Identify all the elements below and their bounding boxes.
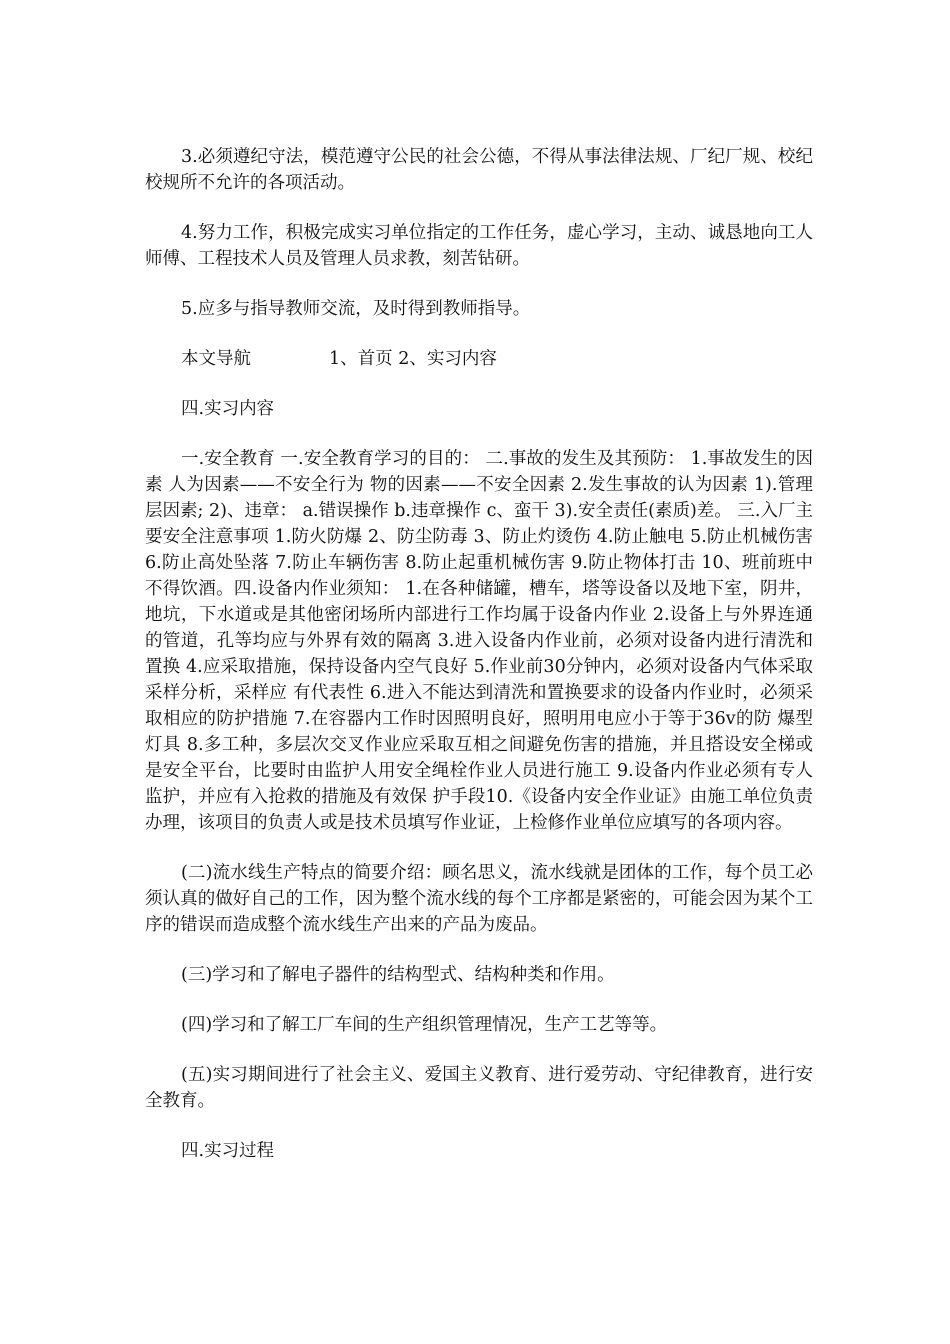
safety-education-paragraph: 一.安全教育 一.安全教育学习的目的： 二.事故的发生及其预防： 1.事故发生的因素 人为因素——不安全行为 物的因素——不安全因素 2.发生事故的认为因素 1).管理层因素; 2)、违章： a.错误操作 b.违章操作 c、蛮干 3).安全责任(素质)差。 三.入厂主要安全注意事项 1.防火防爆 2、防尘防毒 3、防止灼烫伤 4.防止触电 5.防止机械伤害 6.防止高处坠落 7.防止车辆伤害 8.防止起重机械伤害 9.防止物体打击 10、班前班中不得饮酒。四.设备内作业须知： 1.在各种储罐，槽车，塔等设备以及地下室，阴井，地坑，下水道或是其他密闭场所内部进行工作均属于设备内作业 2.设备上与外界连通的管道，孔等均应与外界有效的隔离 3.进入设备内作业前，必须对设备内进行清洗和置换 4.应采取措施，保持设备内空气良好 5.作业前30分钟内，必须对设备内气体采取采样分析，采样应 有代表性 6.进入不能达到清洗和置换要求的设备内作业时，必须采取相应的防护措施 7.在容器内工作时因照明良好，照明用电应小于等于36v的防 爆型灯具 8.多工种，多层次交叉作业应采取互相之间避免伤害的措施，并且搭设安全梯或是安全平台，比要时由监护人用安全绳栓作业人员进行施工 9.设备内作业必须有专人监护，并应有入抢救的措施及有效保 护手段10.《设备内安全作业证》由施工单位负责办理，该项目的负责人或是技术员填写作业证，上检修作业单位应填写的各项内容。 <box>145 449 813 833</box>
section-heading-process: 四.实习过程 <box>181 1141 275 1161</box>
nav-label: 本文导航 <box>181 349 251 369</box>
rule-paragraph-5: 5.应多与指导教师交流，及时得到教师指导。 <box>181 299 531 319</box>
workshop-management-paragraph: (四)学习和了解工厂车间的生产组织管理情况，生产工艺等等。 <box>181 1015 668 1035</box>
electronic-components-paragraph: (三)学习和了解电子器件的结构型式、结构种类和作用。 <box>181 965 615 985</box>
assembly-line-paragraph: (二)流水线生产特点的简要介绍：顾名思义，流水线就是团体的工作，每个员工必须认真的做好自己的工作，因为整个流水线的每个工序都是紧密的，可能会因为某个工序的错误而造成整个流水线生产出来的产品为废品。 <box>145 863 813 935</box>
article-navigation <box>145 346 813 372</box>
rule-paragraph-3: 3.必须遵纪守法，模范遵守公民的社会公德，不得从事法律法规、厂纪厂规、校纪校规所不允许的各项活动。 <box>145 147 813 193</box>
nav-links[interactable]: 1、首页 2、实习内容 <box>329 349 497 369</box>
education-paragraph: (五)实习期间进行了社会主义、爱国主义教育、进行爱劳动、守纪律教育，进行安全教育。 <box>145 1065 813 1111</box>
section-heading-content: 四.实习内容 <box>181 399 275 419</box>
rule-paragraph-4: 4.努力工作，积极完成实习单位指定的工作任务，虚心学习，主动、诚恳地向工人师傅、工程技术人员及管理人员求教，刻苦钻研。 <box>145 223 813 269</box>
document-body <box>145 144 813 1188</box>
